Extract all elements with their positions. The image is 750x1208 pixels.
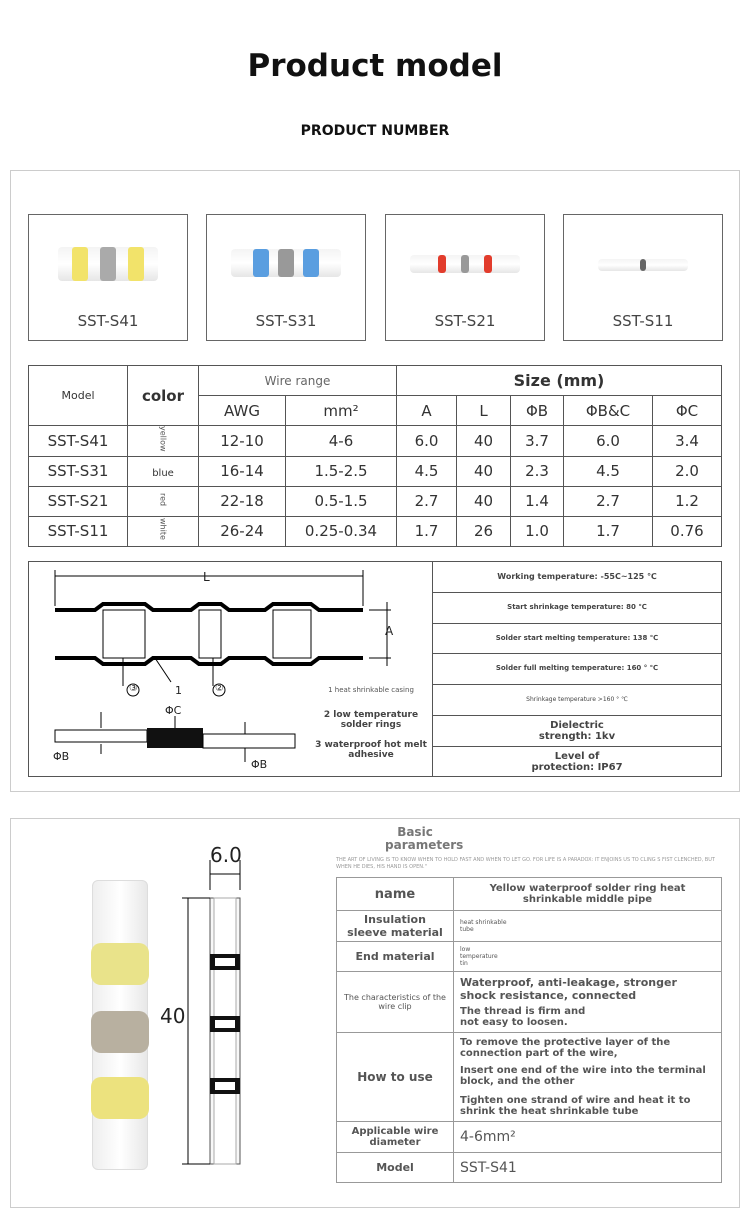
product-image	[410, 255, 520, 273]
cell-awg: 22-18	[199, 486, 286, 516]
color-text: red	[158, 492, 168, 507]
properties-list	[432, 561, 722, 777]
property-row: Shrinkage temperature >160 ° ℃	[433, 685, 721, 716]
cell-model: SST-S31	[29, 456, 128, 486]
cell-l: 26	[457, 516, 511, 546]
property-row: Dielectric strength: 1kv	[433, 716, 721, 747]
cell-phibc: 6.0	[564, 426, 653, 457]
cell-awg: 16-14	[199, 456, 286, 486]
property-row: Solder full melting temperature: 160 ° ℃	[433, 654, 721, 685]
callout-2: ②	[215, 683, 224, 694]
cell-phib: 1.4	[511, 486, 564, 516]
cell-model: SST-S11	[29, 516, 128, 546]
cell-phibc: 4.5	[564, 456, 653, 486]
header-model: Model	[29, 366, 128, 426]
legend-2: 2 low temperature solder rings	[323, 710, 419, 730]
cell-mm2: 4-6	[286, 426, 397, 457]
param-line: Insert one end of the wire into the terminal block, and the other	[460, 1065, 706, 1087]
product-card-s21	[385, 214, 545, 341]
param-line: The thread is firm and not easy to loosen.	[460, 1006, 586, 1028]
cell-a: 2.7	[397, 486, 457, 516]
header-phic: ΦC	[653, 396, 722, 426]
dim-phic-label: ΦC	[165, 704, 182, 717]
spec-row	[29, 516, 722, 546]
header-a: A	[397, 396, 457, 426]
spec-row	[29, 456, 722, 486]
product-card-s31	[206, 214, 366, 341]
param-line: Tighten one strand of wire and heat it to shrink the heat shrinkable tube	[460, 1095, 691, 1117]
cell-color	[128, 426, 199, 457]
dim-l-label: L	[203, 570, 210, 584]
property-row: Working temperature: -55C~125 ℃	[433, 562, 721, 593]
spec-row	[29, 426, 722, 457]
cell-model: SST-S21	[29, 486, 128, 516]
cell-phic: 2.0	[653, 456, 722, 486]
cell-l: 40	[457, 486, 511, 516]
param-value: 4-6mm²	[454, 1122, 722, 1153]
property-row: Level of protection: IP67	[531, 751, 623, 774]
param-value	[454, 972, 722, 1033]
param-line: Waterproof, anti-leakage, stronger shock resistance, connected	[460, 976, 677, 1002]
param-value	[454, 1033, 722, 1122]
header-awg: AWG	[199, 396, 286, 426]
property-row: Solder start melting temperature: 138 ℃	[433, 624, 721, 655]
color-text: white	[158, 518, 168, 540]
dim-a-label: A	[385, 624, 394, 638]
header-phib: ΦB	[511, 396, 564, 426]
product-image	[58, 247, 158, 281]
param-key: Insulation sleeve material	[337, 911, 454, 942]
cell-a: 1.7	[397, 516, 457, 546]
product-card-s11	[563, 214, 723, 341]
property-row: Start shrinkage temperature: 80 ℃	[433, 593, 721, 624]
param-key: The characteristics of the wire clip	[337, 972, 454, 1033]
cell-awg: 26-24	[199, 516, 286, 546]
param-line: To remove the protective layer of the connection part of the wire,	[460, 1037, 671, 1059]
cell-phib: 3.7	[511, 426, 564, 457]
color-text: blue	[152, 468, 174, 480]
cell-awg: 12-10	[199, 426, 286, 457]
color-text: yellow	[158, 426, 168, 452]
page-subtitle: PRODUCT NUMBER	[300, 123, 450, 139]
product-card-s41	[28, 214, 188, 341]
cell-mm2: 1.5-2.5	[286, 456, 397, 486]
product-label: SST-S21	[434, 312, 496, 330]
cell-mm2: 0.25-0.34	[286, 516, 397, 546]
param-key: Applicable wire diameter	[337, 1122, 454, 1153]
param-value: low temperature tin	[454, 942, 722, 972]
dim-width-label: 6.0	[210, 843, 242, 867]
legend-1: 1 heat shrinkable casing	[328, 686, 414, 694]
header-mm2: mm²	[286, 396, 397, 426]
basic-parameters-title: Basic parameters	[385, 825, 464, 853]
cell-phic: 1.2	[653, 486, 722, 516]
header-phibc: ΦB&C	[564, 396, 653, 426]
param-value: Yellow waterproof solder ring heat shrinkable middle pipe	[454, 878, 722, 911]
product-image	[231, 249, 341, 277]
product-label: SST-S41	[77, 312, 139, 330]
dim-phib-label: ΦB	[251, 758, 268, 771]
header-color: color	[128, 366, 199, 426]
quote-text: THE ART OF LIVING IS TO KNOW WHEN TO HOLD FAST AND WHEN TO LET GO. FOR LIFE IS A PARADOX: IT ENJOINS US TO CLING S FIST CLENCHED, BUT WHEN HE DIES, HIS HAND IS OPEN."	[336, 857, 715, 870]
header-wire-range: Wire range	[199, 366, 397, 396]
cell-phic: 0.76	[653, 516, 722, 546]
param-key: How to use	[337, 1033, 454, 1122]
spec-row	[29, 486, 722, 516]
cell-phibc: 2.7	[564, 486, 653, 516]
param-key: End material	[337, 942, 454, 972]
cell-phib: 2.3	[511, 456, 564, 486]
cell-l: 40	[457, 456, 511, 486]
spec-table	[28, 365, 722, 547]
cell-phibc: 1.7	[564, 516, 653, 546]
cell-a: 4.5	[397, 456, 457, 486]
legend-3: 3 waterproof hot melt adhesive	[315, 740, 427, 760]
cell-color	[128, 456, 199, 486]
cell-phic: 3.4	[653, 426, 722, 457]
cell-a: 6.0	[397, 426, 457, 457]
dim-phib-label: ΦB	[53, 750, 70, 763]
product-photo	[92, 880, 148, 1170]
param-value: heat shrinkable tube	[454, 911, 722, 942]
cell-color	[128, 486, 199, 516]
product-label: SST-S31	[255, 312, 317, 330]
dim-length-label: 40	[160, 1004, 186, 1028]
param-key: name	[337, 878, 454, 911]
product-image	[598, 259, 688, 271]
cell-mm2: 0.5-1.5	[286, 486, 397, 516]
cell-model: SST-S41	[29, 426, 128, 457]
cell-l: 40	[457, 426, 511, 457]
cell-phib: 1.0	[511, 516, 564, 546]
cell-color	[128, 516, 199, 546]
header-l: L	[457, 396, 511, 426]
callout-1: 1	[175, 684, 182, 697]
page-title: Product model	[247, 48, 503, 84]
parameters-table	[336, 877, 722, 1183]
header-size: Size (mm)	[397, 366, 722, 396]
product-label: SST-S11	[612, 312, 674, 330]
callout-3: ③	[129, 683, 138, 694]
param-key: Model	[337, 1153, 454, 1183]
param-value: SST-S41	[454, 1153, 722, 1183]
